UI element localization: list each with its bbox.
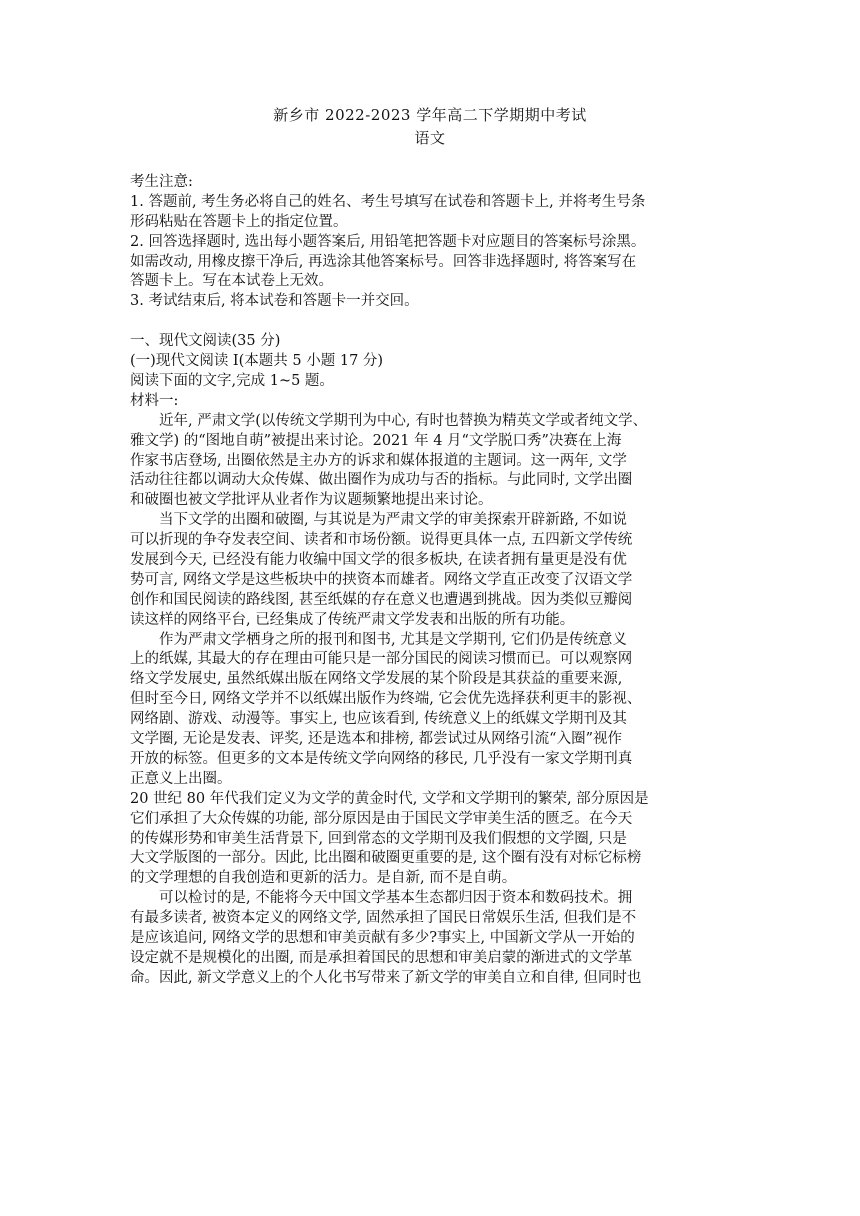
- article-line: 作为严肃文学栖身之所的报刊和图书, 尤其是文学期刊, 它们仍是传统意义: [159, 631, 627, 648]
- notice-line: 答题卡上。写在本试卷上无效。: [130, 273, 333, 290]
- notice-line: 2. 回答选择题时, 选出每小题答案后, 用铅笔把答题卡对应题目的答案标号涂黑。: [130, 233, 646, 250]
- article-line: 上的纸媒, 其最大的存在理由可能只是一部分国民的阅读习惯而已。可以观察网: [130, 651, 633, 668]
- article-line: 可以折现的争夺发表空间、读者和市场份额。说得更具体一点, 五四新文学传统: [130, 532, 633, 549]
- spacer: [130, 312, 734, 332]
- article-line: 但时至今日, 网络文学并不以纸媒出版作为终端, 它会优先选择获利更丰的影视、: [130, 691, 642, 708]
- article-line: 大文学版图的一部分。因此, 比出圈和破圈更重要的是, 这个圈有没有对标它标榜: [130, 850, 642, 867]
- section-heading: 一、现代文阅读(35 分): [130, 333, 281, 350]
- article-line: 命。因此, 新文学意义上的个人化书写带来了新文学的审美自立和自律, 但同时也: [130, 969, 642, 986]
- article-line: 它们承担了大众传媒的功能, 部分原因是由于国民文学审美生活的匮乏。在今天: [130, 810, 633, 827]
- article-body: [130, 412, 734, 989]
- article-line: 正意义上出圈。: [130, 770, 232, 787]
- article-line: 络文学发展史, 虽然纸媒出版在网络文学发展的某个阶段是其获益的重要来源,: [130, 671, 623, 688]
- article-line: 雅文学) 的“图地自萌”被提出来讨论。2021 年 4 月“文学脱口秀”决赛在上海: [130, 432, 622, 449]
- article-line: 读这样的网络平台, 已经集成了传统严肃文学发表和出版的所有功能。: [130, 611, 575, 628]
- article-line: 可以检讨的是, 不能将今天中国文学基本生态都归因于资本和数码技术。拥: [159, 890, 633, 907]
- section-header: [130, 332, 734, 412]
- article-line: 发展到今天, 已经没有能力收编中国文学的很多板块, 在读者拥有量更是没有优: [130, 552, 627, 569]
- notice-line: 1. 答题前, 考生务必将自己的姓名、考生号填写在试卷和答题卡上, 并将考生号条: [130, 193, 646, 210]
- section-subheading: (一)现代文阅读 I(本题共 5 小题 17 分): [130, 353, 384, 370]
- notice-line: 形码粘贴在答题卡上的指定位置。: [130, 213, 348, 230]
- article-line: 的文学理想的自我创造和更新的活力。是自新, 而不是自萌。: [130, 870, 517, 887]
- article-line: 和破圈也被文学批评从业者作为议题频繁地提出来讨论。: [130, 492, 493, 509]
- notice-line: 3. 考试结束后, 将本试卷和答题卡一并交回。: [130, 293, 419, 310]
- article-line: 20 世纪 80 年代我们定义为文学的黄金时代, 文学和文学期刊的繁荣, 部分原因是: [130, 790, 649, 807]
- article-line: 文学圈, 无论是发表、评奖, 还是选本和排榜, 都尝试过从网络引流“入圈”视作: [130, 731, 622, 748]
- article-line: 作家书店登场, 出圈依然是主办方的诉求和媒体报道的主题词。这一两年, 文学: [130, 452, 627, 469]
- exam-title: 新乡市 2022-2023 学年高二下学期期中考试: [273, 106, 587, 124]
- notice-block: [130, 173, 734, 312]
- exam-content: [130, 173, 734, 989]
- article-line: 创作和国民阅读的路线图, 甚至纸媒的存在意义也遭遇到挑战。因为类似豆瓣阅: [130, 591, 633, 608]
- title-block: [0, 104, 860, 150]
- material-label: 材料一:: [130, 392, 179, 409]
- exam-subject: 语文: [414, 129, 446, 147]
- article-line: 开放的标签。但更多的文本是传统文学向网络的移民, 几乎没有一家文学期刊真: [130, 750, 633, 767]
- article-line: 近年, 严肃文学(以传统文学期刊为中心, 有时也替换为精英文学或者纯文学、: [159, 412, 648, 429]
- section-instruction: 阅读下面的文字,完成 1~5 题。: [130, 373, 334, 390]
- article-line: 势可言, 网络文学是这些板块中的挟资本而雄者。网络文学直正改变了汉语文学: [130, 571, 633, 588]
- notice-line: 如需改动, 用橡皮擦干净后, 再选涂其他答案标号。回答非选择题时, 将答案写在: [130, 253, 637, 270]
- article-line: 设定就不是规模化的出圈, 而是承担着国民的思想和审美启蒙的渐进式的文学革: [130, 949, 633, 966]
- article-line: 网络剧、游戏、动漫等。事实上, 也应该看到, 传统意义上的纸媒文学期刊及其: [130, 711, 627, 728]
- article-line: 活动往往都以调动大众传媒、做出圈作为成功与否的指标。与此同时, 文学出圈: [130, 472, 633, 489]
- article-line: 有最多读者, 被资本定义的网络文学, 固然承担了国民日常娱乐生活, 但我们是不: [130, 910, 637, 927]
- article-line: 的传媒形势和审美生活背景下, 回到常态的文学期刊及我们假想的文学圈, 只是: [130, 830, 627, 847]
- article-line: 当下文学的出圈和破圈, 与其说是为严肃文学的审美探索开辟新路, 不如说: [159, 512, 627, 529]
- notice-heading: 考生注意:: [130, 174, 193, 190]
- article-line: 是应该追问, 网络文学的思想和审美贡献有多少?事实上, 中国新文学从一开始的: [130, 929, 635, 946]
